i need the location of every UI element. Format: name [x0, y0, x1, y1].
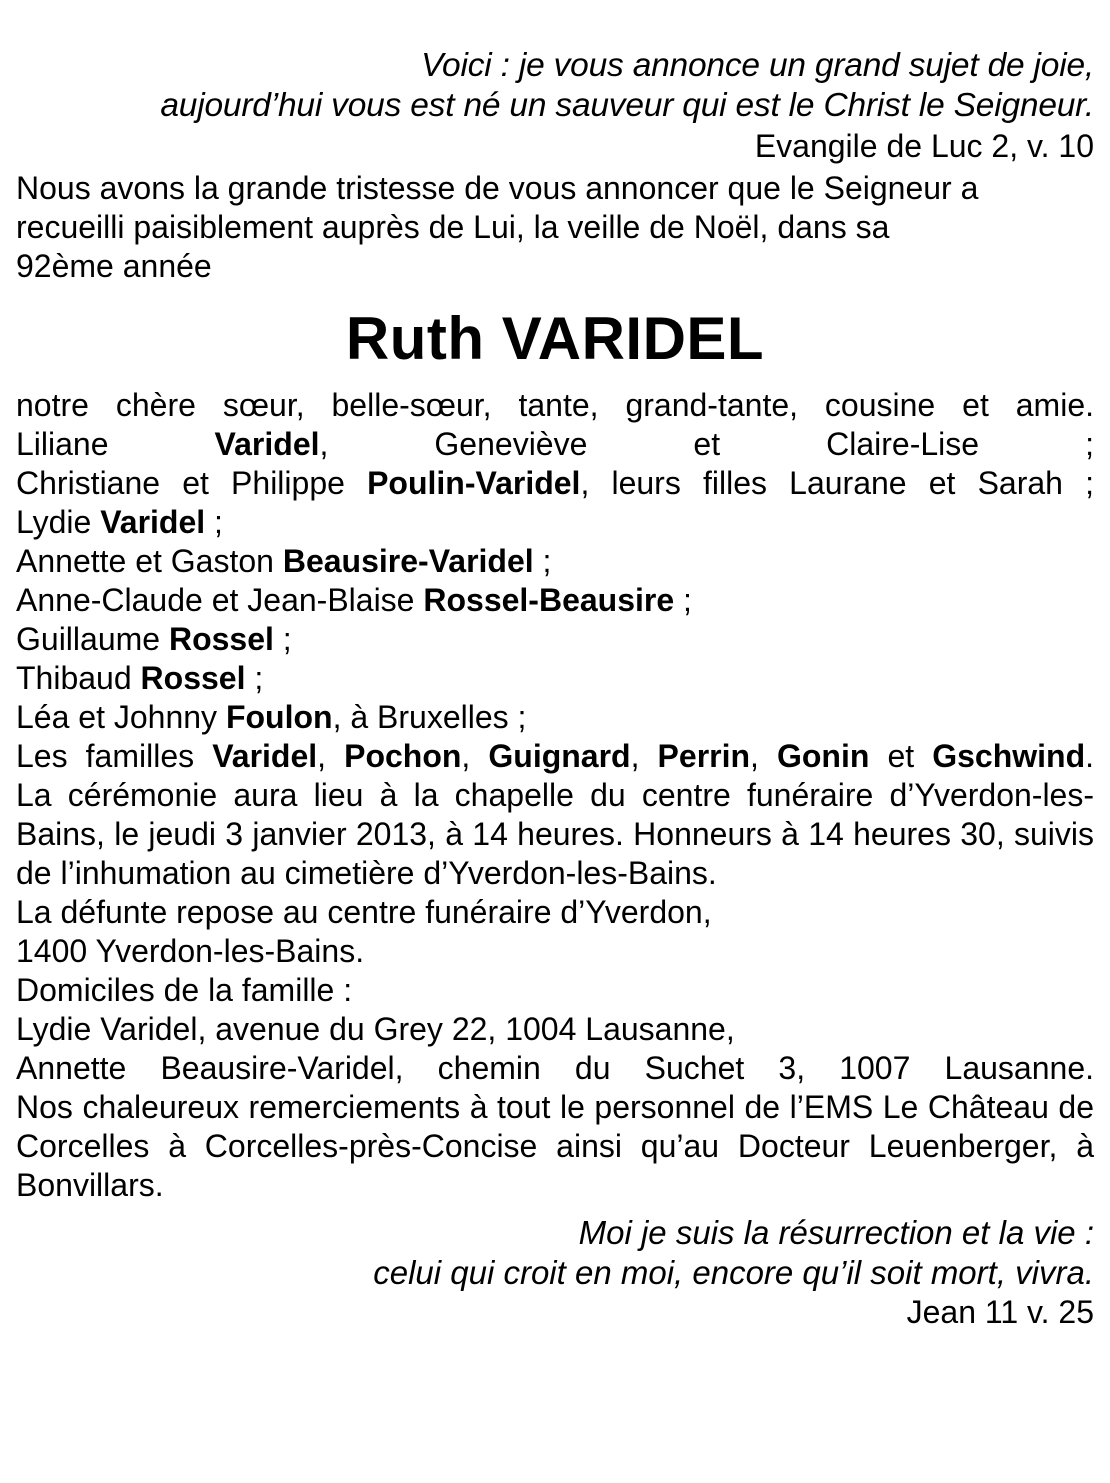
- family-line-1-after: , Geneviève et Claire-Lise ;: [319, 425, 1095, 462]
- family-line-8: [16, 698, 1094, 737]
- family-list: [16, 425, 1094, 776]
- address-line-1: Lydie Varidel, avenue du Grey 22, 1004 Lausanne,: [16, 1011, 735, 1048]
- relations-line: notre chère sœur, belle-sœur, tante, grand-tante, cousine et amie.: [16, 386, 1094, 423]
- family-line-7: [16, 659, 1094, 698]
- family-line-3: [16, 503, 1094, 542]
- family-line-6-surname: Rossel: [168, 620, 274, 657]
- family-line-7-surname: Rossel: [140, 659, 246, 696]
- family-line-3-before: Lydie: [16, 503, 101, 540]
- family-surname-gschwind: Gschwind: [932, 737, 1086, 774]
- family-line-2-before: Christiane et Philippe: [16, 464, 368, 501]
- family-line-5-before: Anne-Claude et Jean-Blaise: [16, 581, 424, 618]
- closing-line-1: Moi je suis la résurrection et la vie :: [578, 1214, 1094, 1252]
- family-line-6-after: ;: [273, 620, 292, 657]
- family-line-2-after: , leurs filles Laurane et Sarah ;: [580, 464, 1095, 501]
- epigraph-source: Evangile de Luc 2, v. 10: [754, 128, 1094, 165]
- announcement-line-1: Nous avons la grande tristesse de vous annoncer que le Seigneur a: [16, 170, 979, 207]
- family-surname-perrin: Perrin: [657, 737, 751, 774]
- ceremony-paragraph: La cérémonie aura lieu à la chapelle du centre funéraire d’Yverdon-les-Bains, le jeudi 3 janvier 2013, à 14 heures. Honneurs à 14 heures 30, suivis de l’inhumation au cimetière d’Yverdon-les-Bains.: [16, 776, 1094, 891]
- addresses-title: Domiciles de la famille :: [16, 971, 353, 1008]
- repose-line-2: 1400 Yverdon-les-Bains.: [16, 932, 365, 969]
- family-line-1-surname: Varidel: [214, 425, 320, 462]
- repose-paragraph: [16, 893, 1094, 971]
- family-line-3-surname: Varidel: [100, 503, 206, 540]
- family-line-2: [16, 464, 1094, 503]
- epigraph-line-1: Voici : je vous annonce un grand sujet de joie,: [421, 47, 1094, 84]
- address-line-2: Annette Beausire-Varidel, chemin du Suchet 3, 1007 Lausanne.: [16, 1050, 1094, 1087]
- family-surname-varidel: Varidel: [212, 737, 318, 774]
- closing-line-2: celui qui croit en moi, encore qu’il soit mort, vivra.: [373, 1253, 1094, 1291]
- family-line-2-surname: Poulin-Varidel: [367, 464, 581, 501]
- family-line-4-before: Annette et Gaston: [16, 542, 283, 579]
- family-line-7-after: ;: [245, 659, 264, 696]
- relations-paragraph: [16, 386, 1094, 425]
- family-surname-pochon: Pochon: [344, 737, 462, 774]
- families-suffix: .: [1085, 737, 1095, 774]
- epigraph-line-2: aujourd’hui vous est né un sauveur qui est le Christ le Seigneur.: [160, 86, 1094, 124]
- families-prefix: Les familles: [16, 737, 213, 774]
- family-line-4-after: ;: [533, 542, 552, 579]
- families-conjunction: et: [869, 737, 933, 774]
- announcement-paragraph: [16, 169, 1094, 286]
- repose-line-1: La défunte repose au centre funéraire d’Yverdon,: [16, 893, 712, 930]
- family-surnames-line: Les familles Varidel, Pochon, Guignard, Perrin, Gonin et Gschwind.: [16, 737, 1095, 774]
- family-line-5: [16, 581, 1094, 620]
- thanks-paragraph: Nos chaleureux remerciements à tout le personnel de l’EMS Le Château de Corcelles à Corcelles-près-Concise ainsi qu’au Docteur Leuenberger, à Bonvillars.: [16, 1089, 1094, 1204]
- family-line-1-before: Liliane: [16, 425, 215, 462]
- addresses-block: [16, 971, 1094, 1088]
- family-line-1: [16, 425, 1094, 464]
- family-line-5-after: ;: [674, 581, 692, 618]
- announcement-line-2: recueilli paisiblement auprès de Lui, la veille de Noël, dans sa: [16, 209, 890, 246]
- family-line-6-before: Guillaume: [16, 620, 169, 657]
- family-line-8-before: Léa et Johnny: [16, 698, 226, 735]
- closing-quote: [16, 1213, 1094, 1332]
- announcement-line-3: 92ème année: [16, 248, 212, 285]
- family-line-6: [16, 620, 1094, 659]
- family-line-4: [16, 542, 1094, 581]
- family-surname-guignard: Guignard: [488, 737, 631, 774]
- epigraph-quote: [16, 46, 1094, 125]
- closing-source: Jean 11 v. 25: [906, 1294, 1094, 1331]
- family-line-8-surname: Foulon: [225, 698, 333, 735]
- family-line-5-surname: Rossel-Beausire: [423, 581, 675, 618]
- family-line-7-before: Thibaud: [16, 659, 141, 696]
- family-line-8-after: , à Bruxelles ;: [332, 698, 527, 735]
- family-line-4-surname: Beausire-Varidel: [282, 542, 534, 579]
- family-line-3-after: ;: [205, 503, 223, 540]
- family-surname-gonin: Gonin: [776, 737, 870, 774]
- deceased-name: Ruth VARIDEL: [345, 304, 765, 372]
